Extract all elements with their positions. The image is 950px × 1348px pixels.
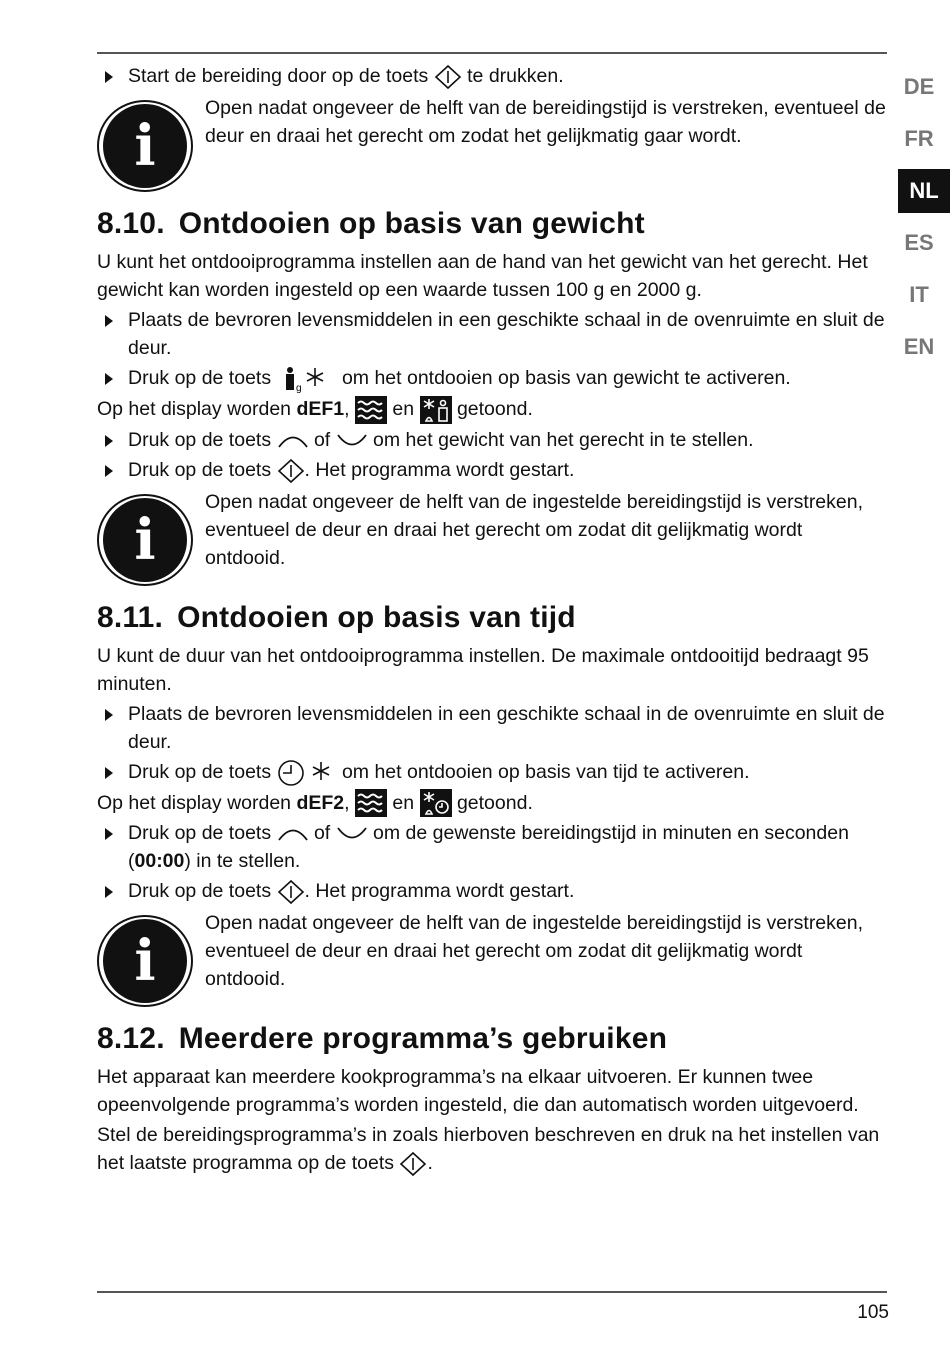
page-content — [97, 62, 887, 1179]
bullet-arrow-icon — [105, 373, 113, 385]
paragraph: U kunt het ontdooiprogramma instellen aan de hand van het gewicht van het gerecht. Het gewicht kan worden ingesteld op een waarde tussen 100 g en 2000 g. — [97, 251, 868, 301]
lang-tab-en[interactable]: EN — [903, 334, 935, 359]
weight-unit-label: g — [295, 382, 302, 393]
display-code: dEF2 — [296, 791, 345, 814]
paragraph: Op het display worden dEF1, en getoond. — [97, 395, 887, 424]
list-item: Druk op de toets om het ontdooien op basis van tijd te activeren. — [97, 758, 887, 787]
time-display: 00:00 — [134, 850, 185, 873]
weight-defrost-key-icon — [277, 365, 337, 393]
list-item: Druk op de toets of om de gewenste bereidingstijd in minuten en seconden (00:00) in te stellen. — [97, 819, 887, 875]
top-rule — [97, 52, 887, 54]
display-code: dEF1 — [296, 397, 345, 420]
up-key-icon — [277, 432, 309, 450]
bullet-arrow-icon — [105, 315, 113, 327]
info-text: Open nadat ongeveer de helft van de bereidingstijd is verstreken, eventueel de deur en draai het gerecht om zodat het gelijkmatig gaar wordt. — [205, 97, 886, 147]
lang-tab-nl[interactable]: NL — [898, 169, 950, 213]
info-text: Open nadat ongeveer de helft van de ingestelde bereidingstijd is verstreken, eventueel de deur en draai het gerecht om zodat dit gelijkmatig wordt ontdooid. — [205, 912, 864, 991]
defrost-display-icon — [355, 789, 387, 817]
bullet-arrow-icon — [105, 886, 113, 898]
up-key-icon — [277, 825, 309, 843]
list-item: Druk op de toets g om het ontdooien op basis van gewicht te activeren. — [97, 364, 887, 393]
bullet-arrow-icon — [105, 435, 113, 447]
paragraph: U kunt de duur van het ontdooiprogramma instellen. De maximale ontdooitijd bedraagt 95 minuten. — [97, 644, 869, 695]
list-item: Start de bereiding door op de toets te drukken. — [97, 62, 887, 90]
info-note — [97, 488, 887, 586]
list-item: Plaats de bevroren levensmiddelen in een geschikte schaal in de ovenruimte en sluit de deur. — [97, 700, 887, 756]
info-note — [97, 94, 887, 192]
start-key-icon — [277, 458, 305, 484]
defrost-display-icon — [355, 396, 387, 424]
list-item: Plaats de bevroren levensmiddelen in een geschikte schaal in de ovenruimte en sluit de deur. — [97, 306, 887, 362]
page-number: 105 — [857, 1302, 889, 1323]
info-text: Open nadat ongeveer de helft van de ingestelde bereidingstijd is verstreken, eventueel de deur en draai het gerecht om zodat dit gelijkmatig wordt ontdooid. — [205, 490, 864, 569]
time-defrost-display-icon — [420, 789, 452, 817]
section-heading: 8.11. Ontdooien op basis van tijd — [97, 600, 576, 634]
list-item: Druk op de toets . Het programma wordt gestart. — [97, 877, 887, 905]
paragraph: Stel de bereidingsprogramma’s in zoals hierboven beschreven en druk na het instellen van het laatste programma op de toets . — [97, 1121, 887, 1177]
lang-tab-it[interactable]: IT — [909, 282, 929, 307]
bullet-arrow-icon — [105, 465, 113, 477]
start-key-icon — [277, 879, 305, 905]
list-item: Druk op de toets . Het programma wordt gestart. — [97, 456, 887, 484]
weight-defrost-display-icon — [420, 396, 452, 424]
info-icon: i — [97, 915, 193, 1007]
section-heading: 8.12. Meerdere programma’s gebruiken — [97, 1022, 668, 1056]
time-defrost-key-icon — [277, 759, 337, 787]
info-icon: i — [97, 494, 193, 586]
bullet-arrow-icon — [105, 767, 113, 779]
info-note — [97, 909, 887, 1007]
down-key-icon — [336, 825, 368, 843]
bullet-arrow-icon — [105, 828, 113, 840]
down-key-icon — [336, 432, 368, 450]
start-key-icon — [434, 64, 462, 90]
info-icon: i — [97, 100, 193, 192]
bullet-arrow-icon — [105, 709, 113, 721]
list-item: Druk op de toets of om het gewicht van het gerecht in te stellen. — [97, 426, 887, 454]
bottom-rule — [97, 1291, 887, 1293]
paragraph: Het apparaat kan meerdere kookprogramma’s na elkaar uitvoeren. Er kunnen twee opeenvolgende programma’s worden ingesteld, die dan automatisch worden uitgevoerd. — [97, 1066, 859, 1117]
paragraph: Op het display worden dEF2, en getoond. — [97, 789, 887, 818]
lang-tab-es[interactable]: ES — [904, 230, 934, 255]
section-heading: 8.10. Ontdooien op basis van gewicht — [97, 207, 645, 240]
bullet-arrow-icon — [105, 71, 113, 83]
lang-tab-de[interactable]: DE — [903, 74, 935, 99]
start-key-icon — [399, 1151, 427, 1177]
lang-tab-fr[interactable]: FR — [904, 126, 934, 151]
